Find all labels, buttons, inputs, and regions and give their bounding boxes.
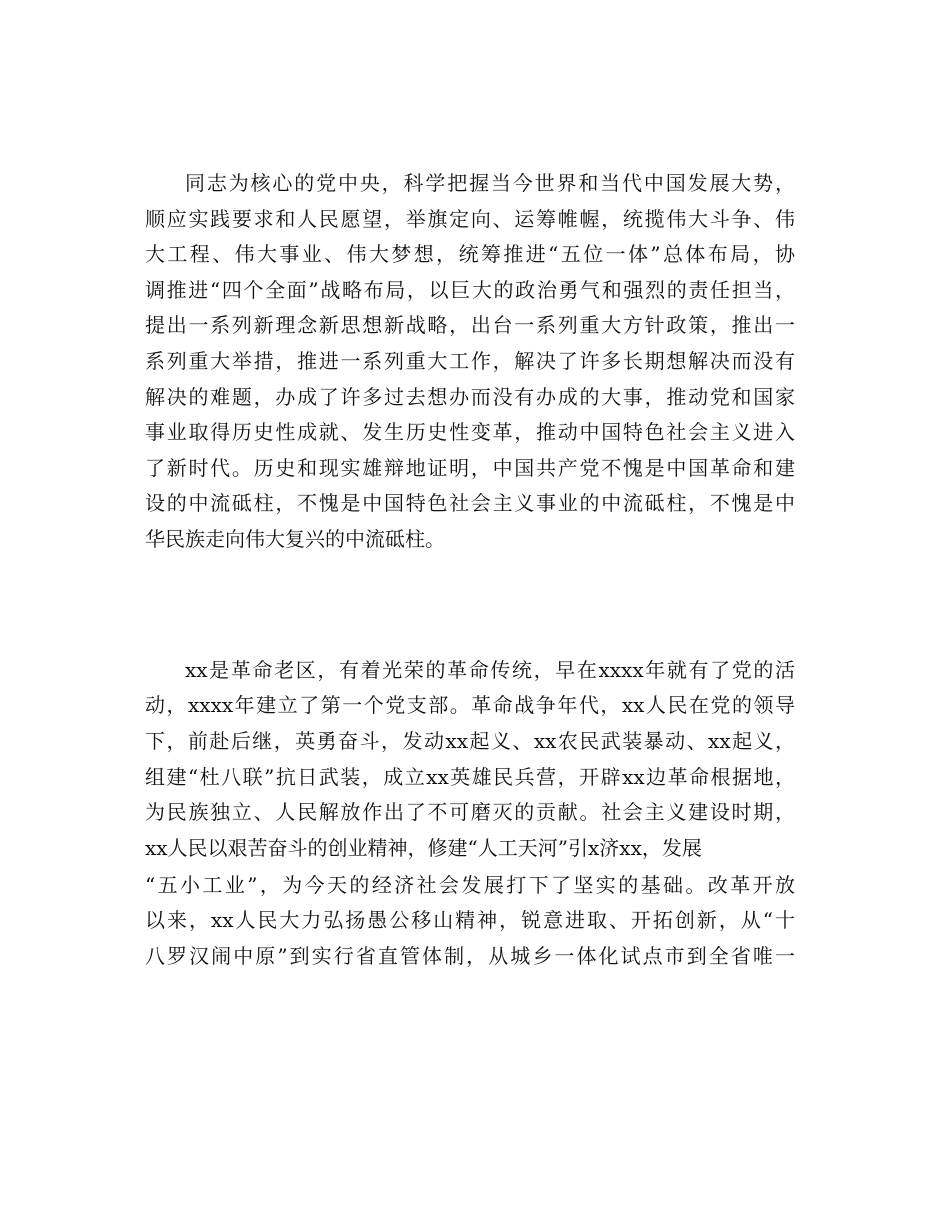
text-line: 调推进“四个全面”战略布局，以巨大的政治勇气和强烈的责任担当， — [145, 278, 795, 302]
text-line: “五小工业”，为今天的经济社会发展打下了坚实的基础。改革开放 — [145, 873, 795, 897]
text-line: xx人民以艰苦奋斗的创业精神，修建“人工天河”引x济xx，发展 — [145, 836, 702, 860]
text-line: 华民族走向伟大复兴的中流砥柱。 — [145, 527, 445, 551]
text-line: 设的中流砥柱，不愧是中国特色社会主义事业的中流砥柱，不愧是中 — [145, 491, 795, 515]
text-line: 系列重大举措，推进一系列重大工作，解决了许多长期想解决而没有 — [145, 349, 795, 373]
text-line: 顺应实践要求和人民愿望，举旗定向、运筹帷幄，统揽伟大斗争、伟 — [145, 207, 795, 231]
text-line: 下，前赴后继，英勇奋斗，发动xx起义、xx农民武装暴动、xx起义， — [145, 729, 795, 753]
text-line: 提出一系列新理念新思想新战略，出台一系列重大方针政策，推出一 — [145, 313, 795, 337]
text-line: 组建“杜八联”抗日武装，成立xx英雄民兵营，开辟xx边革命根据地， — [145, 765, 795, 789]
text-line: 以来，xx人民大力弘扬愚公移山精神，锐意进取、开拓创新，从“十 — [145, 908, 795, 932]
text-line: 同志为核心的党中央，科学把握当今世界和当代中国发展大势， — [185, 171, 795, 195]
text-line: xx是革命老区，有着光荣的革命传统，早在xxxx年就有了党的活 — [185, 658, 795, 682]
text-line: 八罗汉闹中原”到实行省直管体制，从城乡一体化试点市到全省唯一 — [145, 944, 795, 968]
text-line: 事业取得历史性成就、发生历史性变革，推动中国特色社会主义进入 — [145, 420, 795, 444]
text-line: 为民族独立、人民解放作出了不可磨灭的贡献。社会主义建设时期， — [145, 800, 795, 824]
text-line: 解决的难题，办成了许多过去想办而没有办成的大事，推动党和国家 — [145, 385, 795, 409]
text-line: 大工程、伟大事业、伟大梦想，统筹推进“五位一体”总体布局，协 — [145, 242, 795, 266]
text-line: 了新时代。历史和现实雄辩地证明，中国共产党不愧是中国革命和建 — [145, 456, 795, 480]
text-line: 动，xxxx年建立了第一个党支部。革命战争年代，xx人民在党的领导 — [145, 693, 795, 717]
